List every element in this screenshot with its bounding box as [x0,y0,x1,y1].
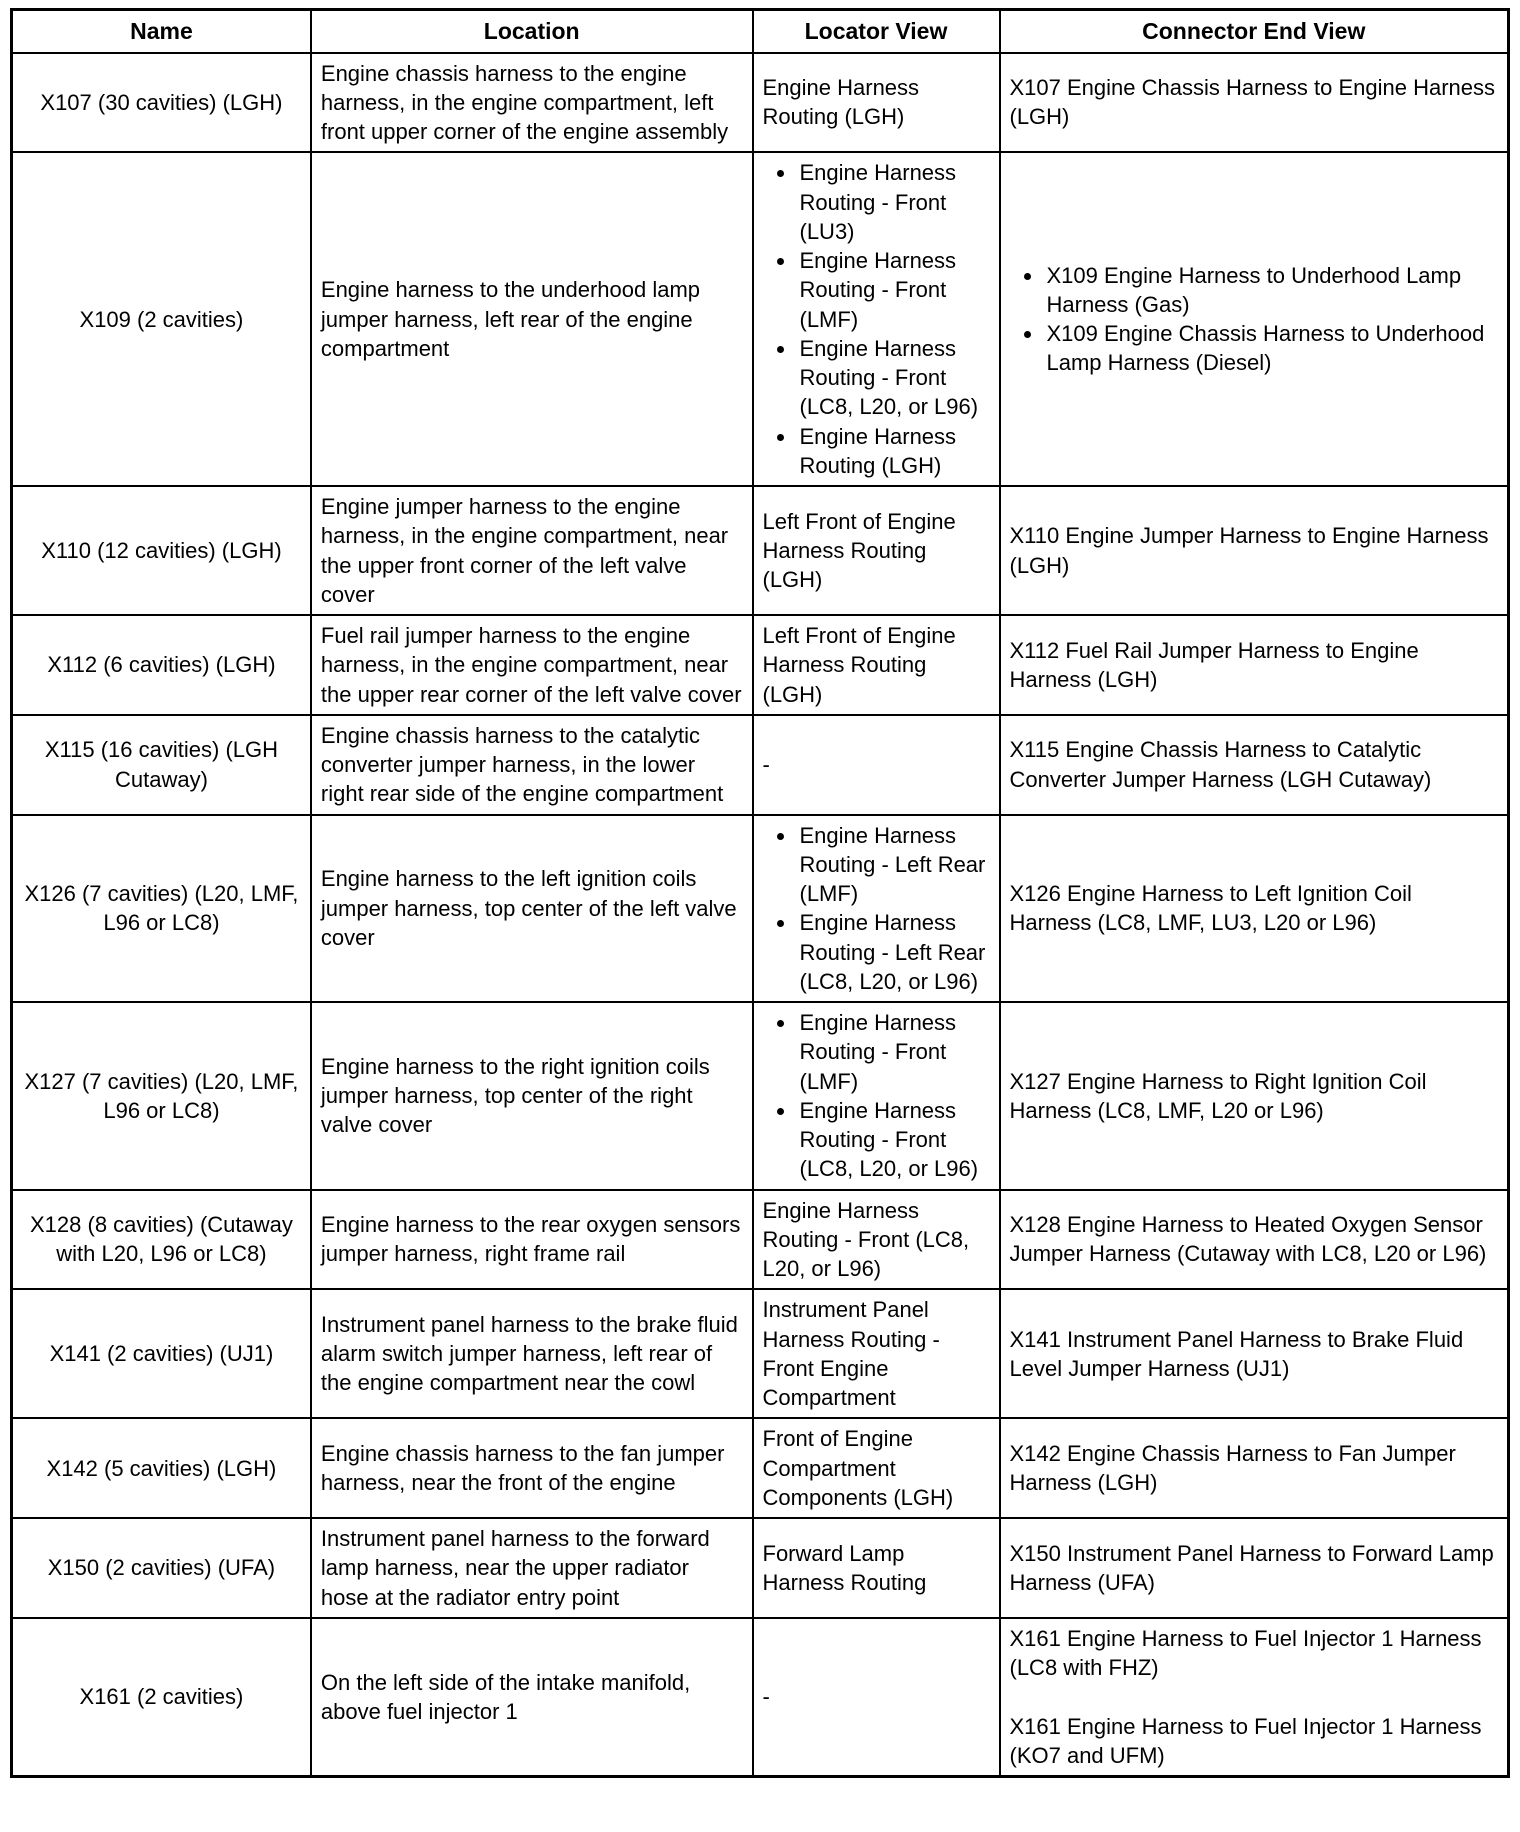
cell-location: Engine harness to the right ignition coils jumper harness, top center of the right valve cover [311,1002,753,1190]
table-body [12,53,1509,1777]
cell-locator-view: Left Front of Engine Harness Routing (LGH) [753,615,1000,715]
cell-connector-end-view: X150 Instrument Panel Harness to Forward Lamp Harness (UFA) [1000,1518,1509,1618]
cell-locator-view: - [753,1618,1000,1777]
table-row [12,152,1509,486]
cell-locator-view: - [753,715,1000,815]
cell-name: X126 (7 cavities) (L20, LMF, L96 or LC8) [12,815,311,1003]
table-row [12,1190,1509,1290]
paragraph: X161 Engine Harness to Fuel Injector 1 Harness (LC8 with FHZ) [1009,1625,1482,1681]
table-row [12,1002,1509,1190]
bullet-list [763,158,990,480]
cell-connector-end-view: X142 Engine Chassis Harness to Fan Jumper Harness (LGH) [1000,1418,1509,1518]
cell-locator-view [753,152,1000,486]
table-row [12,53,1509,153]
paragraph: X161 Engine Harness to Fuel Injector 1 Harness (KO7 and UFM) [1009,1713,1482,1768]
cell-connector-end-view: X110 Engine Jumper Harness to Engine Harness (LGH) [1000,486,1509,615]
cell-location: Fuel rail jumper harness to the engine harness, in the engine compartment, near the upper rear corner of the left valve cover [311,615,753,715]
cell-name: X109 (2 cavities) [12,152,311,486]
table-row [12,1618,1509,1777]
bullet-item: • Engine Harness Routing - Front (LC8, L20, or L96) [797,334,990,422]
table-row [12,486,1509,615]
cell-connector-end-view: X112 Fuel Rail Jumper Harness to Engine Harness (LGH) [1000,615,1509,715]
column-header-location: Location [311,10,753,53]
cell-locator-view: Front of Engine Compartment Components (LGH) [753,1418,1000,1518]
bullet-list [1010,261,1499,378]
cell-locator-view: Forward Lamp Harness Routing [753,1518,1000,1618]
bullet-item: • Engine Harness Routing - Front (LU3) [797,158,990,246]
cell-name: X127 (7 cavities) (L20, LMF, L96 or LC8) [12,1002,311,1190]
cell-location: Engine chassis harness to the fan jumper harness, near the front of the engine [311,1418,753,1518]
table-row [12,815,1509,1003]
cell-connector-end-view: X115 Engine Chassis Harness to Catalytic Converter Jumper Harness (LGH Cutaway) [1000,715,1509,815]
cell-name: X115 (16 cavities) (LGH Cutaway) [12,715,311,815]
cell-connector-end-view: X107 Engine Chassis Harness to Engine Harness (LGH) [1000,53,1509,153]
table-row [12,615,1509,715]
cell-location: Engine harness to the left ignition coils jumper harness, top center of the left valve cover [311,815,753,1003]
bullet-list [763,1008,990,1184]
cell-name: X112 (6 cavities) (LGH) [12,615,311,715]
table-row [12,1518,1509,1618]
column-header-connector-end-view: Connector End View [1000,10,1509,53]
bullet-item: • Engine Harness Routing - Front (LMF) [797,246,990,334]
cell-locator-view [753,1002,1000,1190]
cell-name: X128 (8 cavities) (Cutaway with L20, L96 or LC8) [12,1190,311,1290]
cell-connector-end-view: X128 Engine Harness to Heated Oxygen Sensor Jumper Harness (Cutaway with LC8, L20 or L96) [1000,1190,1509,1290]
cell-location: Engine chassis harness to the catalytic converter jumper harness, in the lower right rear side of the engine compartment [311,715,753,815]
connector-table [10,8,1510,1778]
cell-locator-view: Instrument Panel Harness Routing - Front Engine Compartment [753,1289,1000,1418]
cell-connector-end-view: X141 Instrument Panel Harness to Brake Fluid Level Jumper Harness (UJ1) [1000,1289,1509,1418]
cell-location: Engine harness to the rear oxygen sensors jumper harness, right frame rail [311,1190,753,1290]
table-row [12,1418,1509,1518]
cell-name: X161 (2 cavities) [12,1618,311,1777]
cell-connector-end-view: X126 Engine Harness to Left Ignition Coil Harness (LC8, LMF, LU3, L20 or L96) [1000,815,1509,1003]
column-header-locator-view: Locator View [753,10,1000,53]
table-header [12,10,1509,53]
bullet-item: • X109 Engine Chassis Harness to Underhood Lamp Harness (Diesel) [1044,319,1499,378]
bullet-item: • Engine Harness Routing - Left Rear (LC8, L20, or L96) [797,908,990,996]
cell-location: Engine harness to the underhood lamp jumper harness, left rear of the engine compartment [311,152,753,486]
cell-locator-view: Engine Harness Routing (LGH) [753,53,1000,153]
cell-location: Instrument panel harness to the forward lamp harness, near the upper radiator hose at the radiator entry point [311,1518,753,1618]
cell-locator-view: Engine Harness Routing - Front (LC8, L20, or L96) [753,1190,1000,1290]
column-header-name: Name [12,10,311,53]
bullet-list [763,821,990,997]
cell-location: Engine jumper harness to the engine harness, in the engine compartment, near the upper front corner of the left valve cover [311,486,753,615]
cell-name: X141 (2 cavities) (UJ1) [12,1289,311,1418]
cell-connector-end-view: X127 Engine Harness to Right Ignition Coil Harness (LC8, LMF, L20 or L96) [1000,1002,1509,1190]
cell-connector-end-view [1000,1618,1509,1777]
cell-location: On the left side of the intake manifold, above fuel injector 1 [311,1618,753,1777]
cell-name: X110 (12 cavities) (LGH) [12,486,311,615]
bullet-item: • Engine Harness Routing - Front (LMF) [797,1008,990,1096]
header-row [12,10,1509,53]
cell-location: Engine chassis harness to the engine harness, in the engine compartment, left front upper corner of the engine assembly [311,53,753,153]
cell-connector-end-view [1000,152,1509,486]
table-row [12,715,1509,815]
cell-locator-view: Left Front of Engine Harness Routing (LGH) [753,486,1000,615]
cell-name: X107 (30 cavities) (LGH) [12,53,311,153]
cell-name: X150 (2 cavities) (UFA) [12,1518,311,1618]
bullet-item: • Engine Harness Routing (LGH) [797,422,990,481]
cell-name: X142 (5 cavities) (LGH) [12,1418,311,1518]
cell-locator-view [753,815,1000,1003]
bullet-item: • X109 Engine Harness to Underhood Lamp Harness (Gas) [1044,261,1499,320]
table-row [12,1289,1509,1418]
bullet-item: • Engine Harness Routing - Left Rear (LMF) [797,821,990,909]
cell-location: Instrument panel harness to the brake fluid alarm switch jumper harness, left rear of the engine compartment near the cowl [311,1289,753,1418]
bullet-item: • Engine Harness Routing - Front (LC8, L20, or L96) [797,1096,990,1184]
